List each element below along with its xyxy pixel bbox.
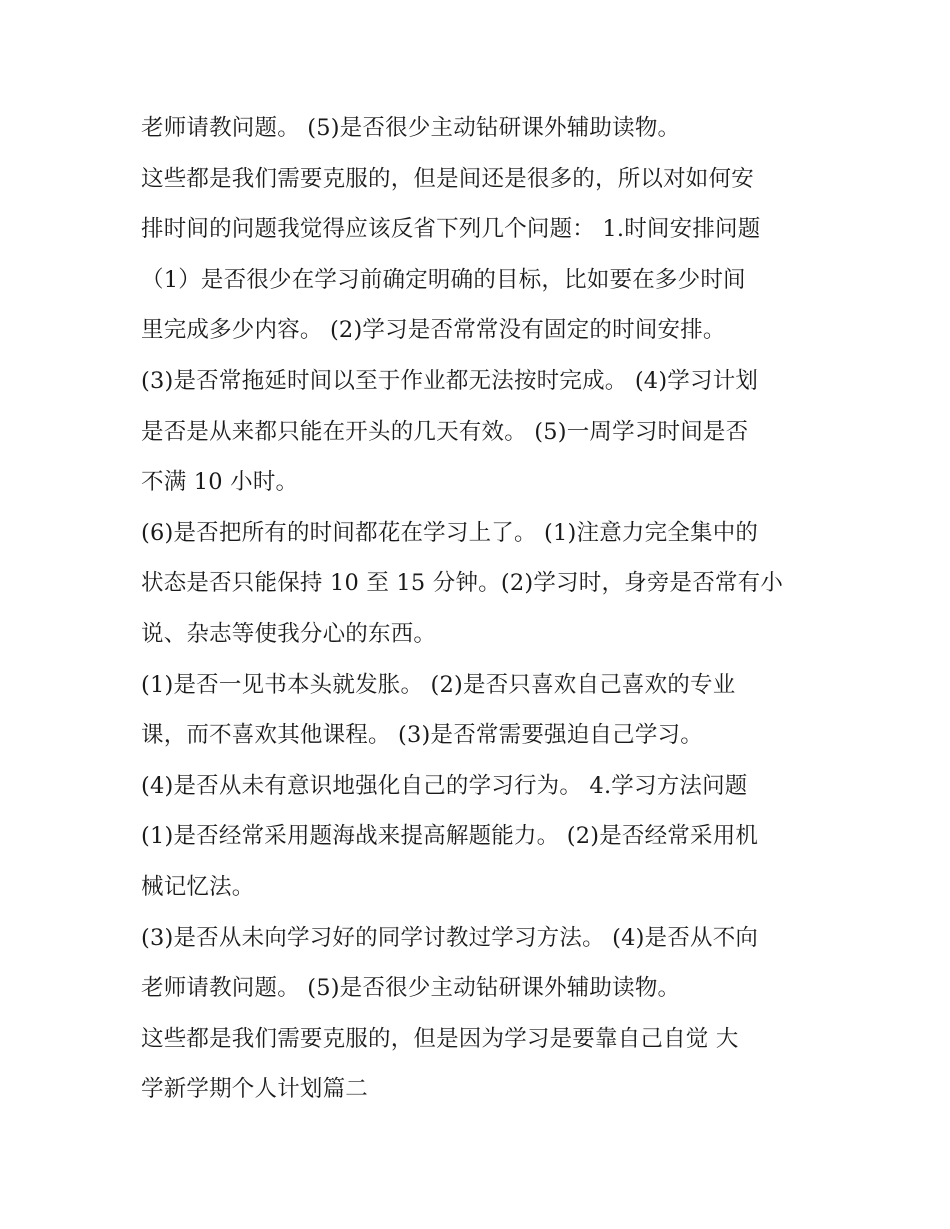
text-line: 说、杂志等使我分心的东西。: [141, 620, 437, 647]
document-body: [141, 103, 831, 1115]
text-line: 这些都是我们需要克服的，但是因为学习是要靠自己自觉 大: [141, 1025, 739, 1052]
text-line: 学新学期个人计划篇二: [141, 1076, 369, 1103]
text-line: 不满 10 小时。: [141, 469, 299, 496]
text-line: 排时间的问题我觉得应该反省下列几个问题： 1.时间安排问题: [141, 216, 761, 243]
text-line: (1)是否经常采用题海战来提高解题能力。 (2)是否经常采用机: [141, 823, 759, 850]
text-line: 老师请教问题。 (5)是否很少主动钻研课外辅助读物。: [141, 975, 681, 1002]
text-line: (3)是否从未向学习好的同学讨教过学习方法。 (4)是否从不向: [141, 924, 759, 951]
text-line: 里完成多少内容。 (2)学习是否常常没有固定的时间安排。: [141, 317, 726, 344]
text-line: 课，而不喜欢其他课程。 (3)是否常需要强迫自己学习。: [141, 722, 703, 749]
text-line: (4)是否从未有意识地强化自己的学习行为。 4.学习方法问题: [141, 772, 748, 799]
text-line: 械记忆法。: [141, 873, 255, 900]
text-line: （1）是否很少在学习前确定明确的目标，比如要在多少时间: [141, 266, 746, 293]
text-line: 老师请教问题。 (5)是否很少主动钻研课外辅助读物。: [141, 115, 681, 141]
text-line: 是否是从来都只能在开头的几天有效。 (5)一周学习时间是否: [141, 418, 749, 445]
text-line: 状态是否只能保持 10 至 15 分钟。(2)学习时，身旁是否常有小: [141, 570, 784, 597]
text-line: (6)是否把所有的时间都花在学习上了。 (1)注意力完全集中的: [141, 519, 759, 546]
text-line: 这些都是我们需要克服的，但是间还是很多的，所以对如何安: [141, 165, 754, 192]
text-line: (1)是否一见书本头就发胀。 (2)是否只喜欢自己喜欢的专业: [141, 671, 736, 698]
text-line: (3)是否常拖延时间以至于作业都无法按时完成。 (4)学习计划: [141, 367, 759, 394]
